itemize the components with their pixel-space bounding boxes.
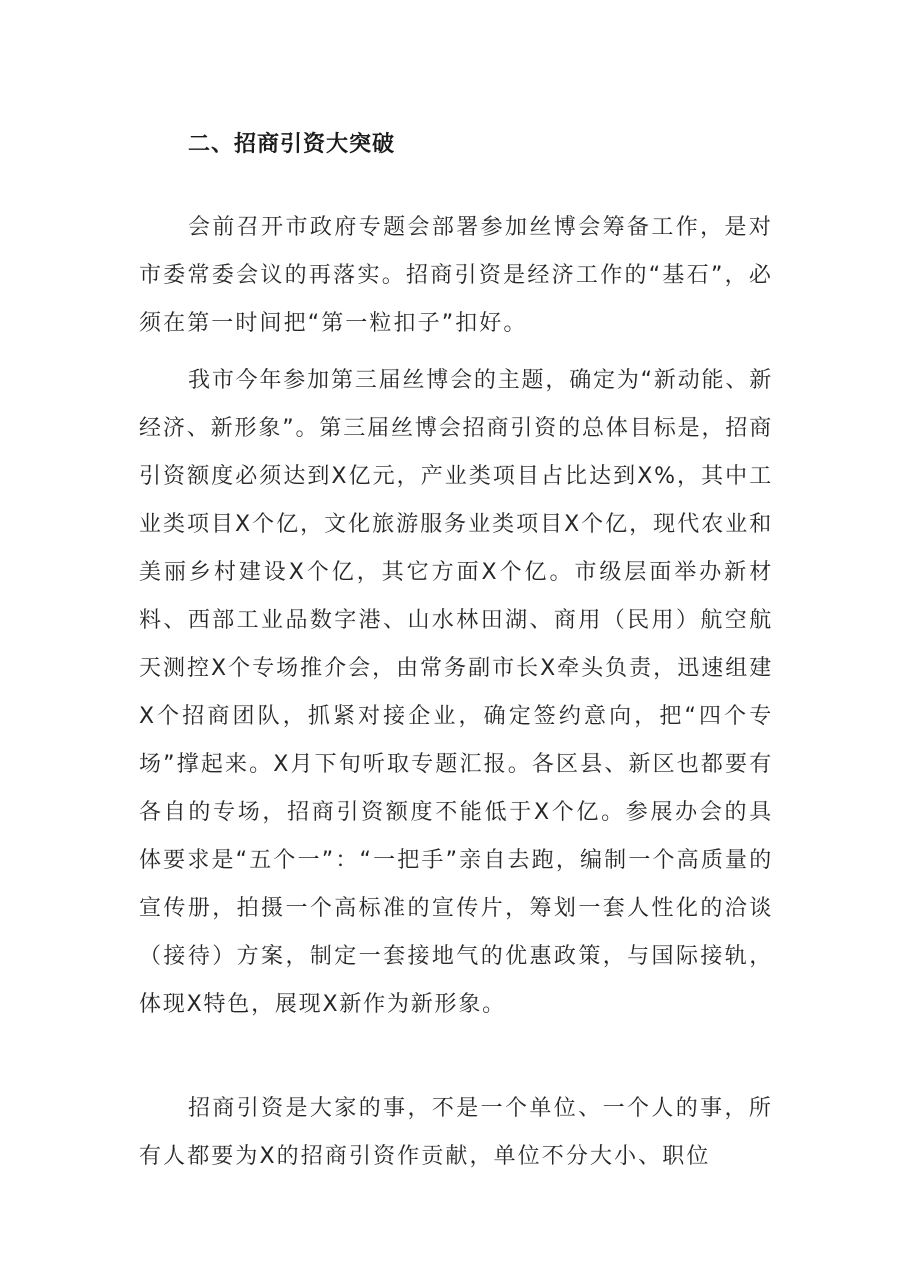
- paragraph-1: 会前召开市政府专题会部署参加丝博会筹备工作，是对市委常委会议的再落实。招商引资是经济工作的“基石”，必须在第一时间把“第一粒扣子”扣好。: [139, 215, 773, 336]
- section-heading: 二、招商引资大突破: [188, 132, 396, 157]
- paragraph-2: 我市今年参加第三届丝博会的主题，确定为“新动能、新经济、新形象”。第三届丝博会招商引资的总体目标是，招商引资额度必须达到X亿元，产业类项目占比达到X%，其中工业类项目X个亿，文化旅游服务业类项目X个亿，现代农业和美丽乡村建设X个亿，其它方面X个亿。市级层面举办新材料、西部工业品数字港、山水林田湖、商用（民用）航空航天测控X个专场推介会，由常务副市长X牵头负责，迅速组建X个招商团队，抓紧对接企业，确定签约意向，把“四个专场”撑起来。X月下旬听取专题汇报。各区县、新区也都要有各自的专场，招商引资额度不能低于X个亿。参展办会的具体要求是“五个一”：“一把手”亲自去跑，编制一个高质量的宣传册，拍摄一个高标准的宣传片，筹划一套人性化的洽谈（接待）方案，制定一套接地气的优惠政策，与国际接轨，体现X特色，展现X新作为新形象。: [139, 368, 773, 1017]
- paragraph-3: 招商引资是大家的事，不是一个单位、一个人的事，所有人都要为X的招商引资作贡献，单位不分大小、职位: [139, 1096, 773, 1169]
